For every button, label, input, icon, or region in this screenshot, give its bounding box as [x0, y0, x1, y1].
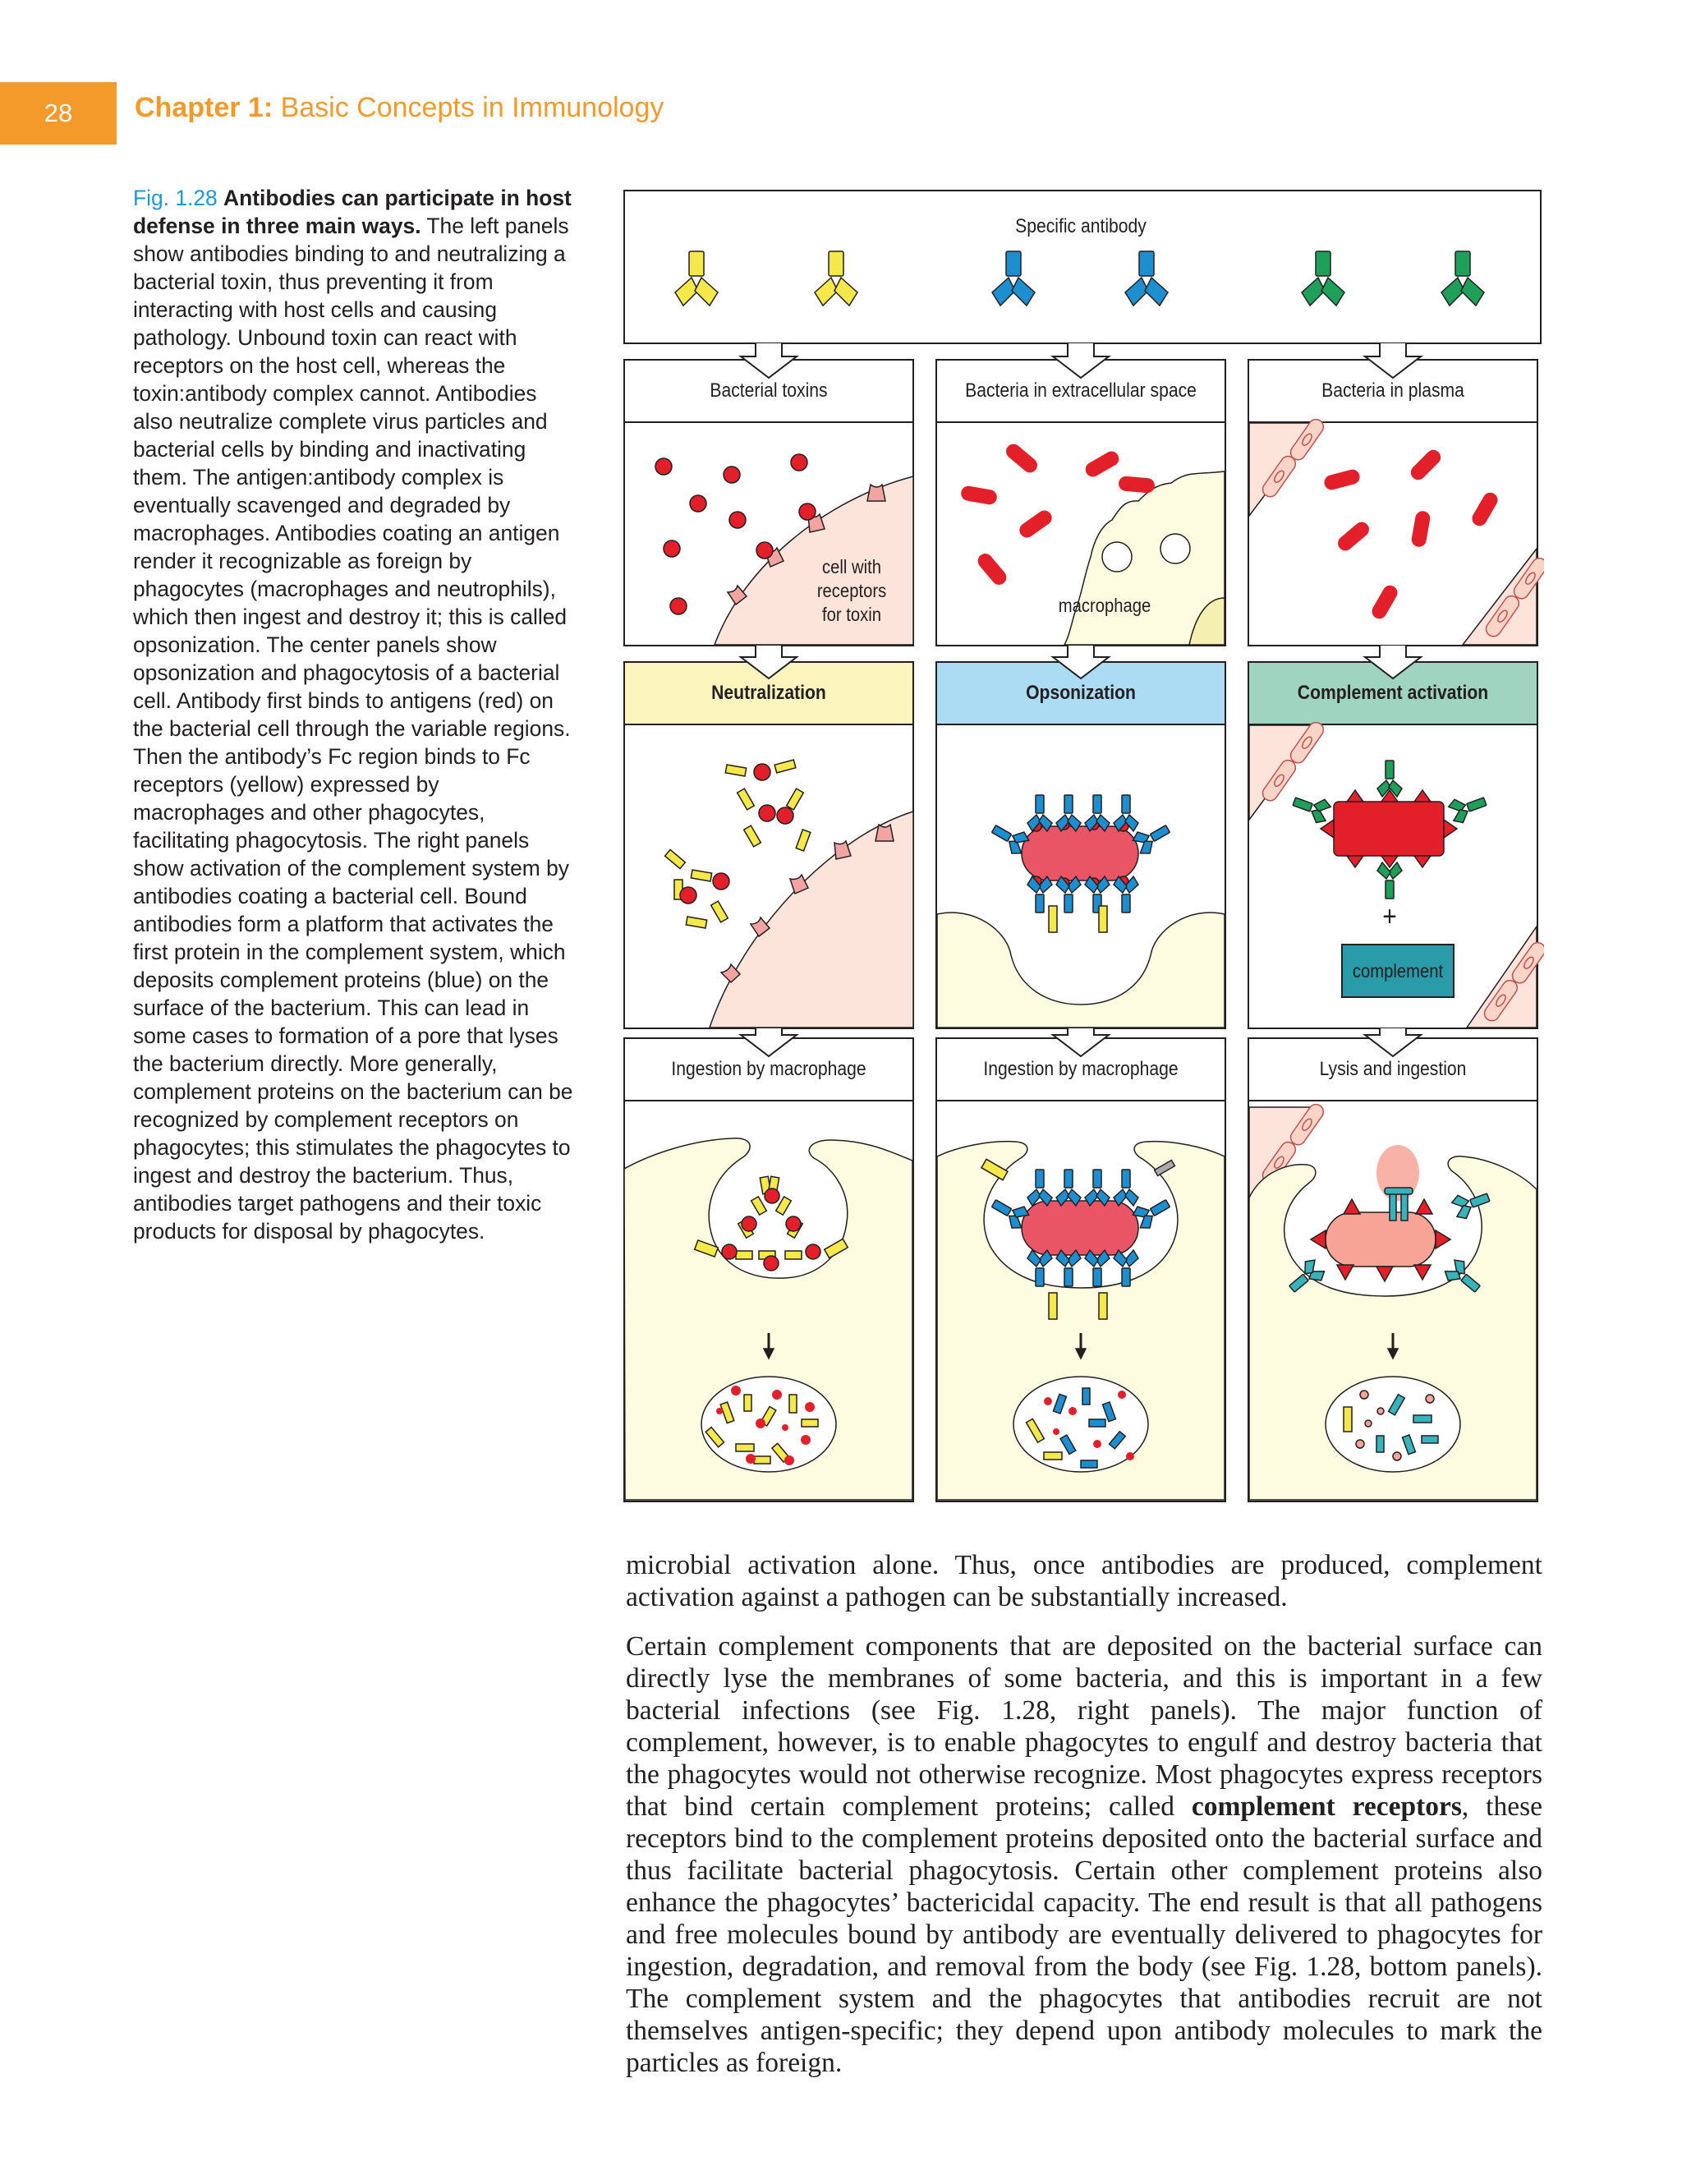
plus-sign: +: [1382, 900, 1397, 932]
paragraph-1-text: microbial activation alone. Thus, once antibodies are produced, complement activation against a pathogen can be substantially increased.: [626, 1550, 1542, 1612]
figure-1-28: [621, 187, 1544, 1505]
running-head: [135, 92, 664, 124]
figure-caption: [133, 184, 573, 1245]
col2-row2-header: Opsonization: [1026, 682, 1136, 704]
chapter-title: Basic Concepts in Immunology: [280, 92, 664, 123]
col3-row1-header: Bacteria in plasma: [1321, 379, 1464, 402]
complement-label: complement: [1352, 959, 1444, 982]
complement-receptors-term: complement receptors: [1191, 1791, 1462, 1822]
col1-row2-header: Neutralization: [711, 682, 826, 704]
figure-number: Fig. 1.28: [133, 186, 218, 210]
body-paragraph-1: [626, 1549, 1542, 1613]
chapter-label: Chapter 1:: [135, 92, 273, 123]
paragraph-2-part-b: , these receptors bind to the complement proteins deposited onto the bacterial surface and thus facilitate bacterial phagocytosis. Certain other complement proteins also enhance the phagocytes’ bactericidal capacity. The end result is that all pathogens and free molecules bound by antibody are eventually delivered to phagocytes for ingestion, degradation, and removal from the body (see Fig. 1.28, bottom panels). The complement system and the phagocytes that antibodies recruit are not themselves antigen-specific; they depend upon antibody molecules to mark the particles as foreign.: [626, 1791, 1542, 2078]
page-number: 28: [0, 82, 117, 145]
col3-row2-header: Complement activation: [1297, 682, 1489, 704]
paragraph-2-part-a: Certain complement components that are deposited on the bacterial surface can directly lyse the membranes of some bacteria, and this is important in a few bacterial infections (see Fig. 1.28, right panels). The major function of complement, however, is to enable phagocytes to engulf and destroy bacteria that the phagocytes would not otherwise recognize. Most phagocytes express receptors that bind certain complement proteins; called: [626, 1631, 1542, 1822]
specific-antibody-label: Specific antibody: [1015, 215, 1147, 237]
row3-neutralization: [624, 1138, 912, 1500]
macrophage-label: macrophage: [1058, 594, 1151, 616]
figure-title: Antibodies can participate in host defense in three main ways.: [133, 186, 572, 238]
caption-body: The left panels show antibodies binding to and neutralizing a bacterial toxin, thus preventing it from interacting with host cells and causing pathology. Unbound toxin can react with receptors on the host cell, whereas the toxin:antibody complex cannot. Antibodies also neutralize complete virus particles and bacterial cells by binding and inactivating them. The antigen:antibody complex is eventually scavenged and degraded by macrophages. Antibodies coating an antigen render it recognizable as foreign by phagocytes (macrophages and neutrophils), which then ingest and destroy it; this is called opsonization. The center panels show opsonization and phagocytosis of a bacterial cell. Antibody first binds to antigens (red) on the bacterial cell through the variable regions. Then the antibody’s Fc region binds to Fc receptors (yellow) expressed by macrophages and other phagocytes, facilitating phagocytosis. The right panels show activation of the complement system by antibodies coating a bacterial cell. Bound antibodies form a platform that activates the first protein in the complement system, which deposits complement proteins (blue) on the surface of the bacterium. This can lead in some cases to formation of a pore that lyses the bacterium directly. More generally, complement proteins on the bacterium can be recognized by complement receptors on phagocytes; this stimulates the phagocytes to ingest and destroy the bacterium. Thus, antibodies target pathogens and their toxic products for disposal by phagocytes.: [133, 214, 573, 1244]
col1-row3-header: Ingestion by macrophage: [671, 1058, 866, 1080]
col2-row3-header: Ingestion by macrophage: [983, 1058, 1179, 1080]
col3-row3-header: Lysis and ingestion: [1319, 1058, 1467, 1080]
col1-row1-header: Bacterial toxins: [710, 379, 828, 402]
col2-row1-header: Bacteria in extracellular space: [965, 379, 1197, 402]
body-paragraph-2: [626, 1630, 1542, 2079]
cell-with-receptors-label: cell with receptors for toxin: [816, 555, 887, 625]
